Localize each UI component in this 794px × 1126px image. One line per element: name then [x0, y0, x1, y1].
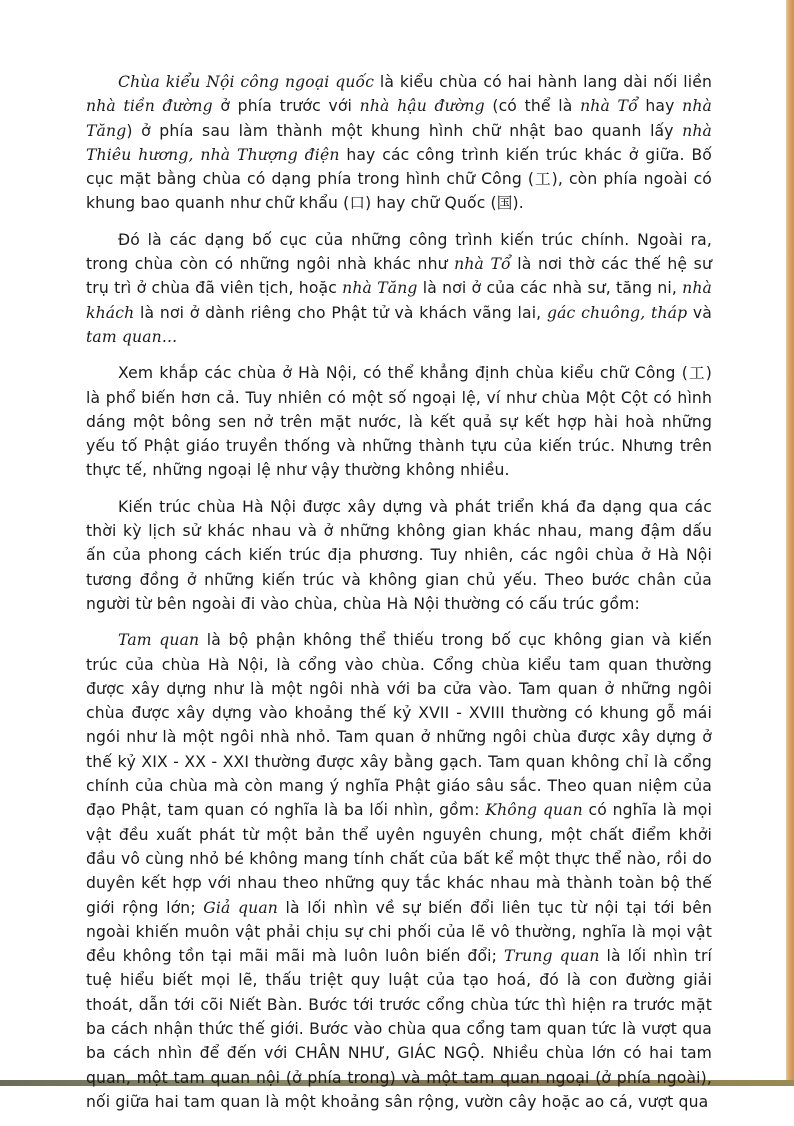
italic-term: nhà Tổ: [580, 97, 638, 116]
italic-term: Chùa kiểu Nội công ngoại quốc: [118, 73, 375, 91]
document-body: [86, 70, 712, 1126]
text-run: Đó là các dạng bố cục của những công trình kiến trúc chính. Ngoài ra, trong chùa còn có những ngôi nhà khác như: [86, 230, 712, 274]
paragraph: [86, 628, 712, 1114]
paragraph: [86, 361, 712, 482]
text-run: là lối nhìn trí tuệ hiểu biết mọi lẽ, thấu triệt quy luật của tạo hoá, đó là con đường giải thoát, dẫn tới cõi Niết Bàn. Bước tới trước cổng chùa tức thì hiện ra trước mặt ba cách nhận thức thế giới. Bước vào chùa qua cổng tam quan tức là vượt qua ba cách nhìn để đến với CHÂN NHƯ, GIÁC NGỘ. Nhiều chùa lớn có hai tam quan, một tam quan nội (ở phía trong) và một tam quan ngoại (ở phía ngoài), nối giữa hai tam quan là một khoảng sân rộng, vườn cây hoặc ao cá, vượt qua: [86, 947, 712, 1111]
italic-term: Không quan: [485, 801, 583, 820]
paragraph: [86, 70, 712, 216]
text-run: (có thể là: [484, 97, 581, 116]
paragraph: [86, 495, 712, 616]
text-run: là bộ phận không thể thiếu trong bố cục không gian và kiến trúc của chùa Hà Nội, là cổng vào chùa. Cổng chùa kiểu tam quan thường được xây dựng như là một ngôi nhà với ba cửa vào. Tam quan ở những ngôi chùa được xây dựng vào khoảng thế kỷ XVII - XVIII thường có khung gỗ mái ngói như là một ngôi nhà nhỏ. Tam quan ở những ngôi chùa được xây dựng ở thế kỷ XIX - XX - XXI thường được xây bằng gạch. Tam quan không chỉ là cổng chính của chùa mà còn mang ý nghĩa Phật giáo sâu sắc. Theo quan niệm của đạo Phật, tam quan có nghĩa là ba lối nhìn, gồm:: [86, 631, 712, 820]
text-run: là nơi ở của các nhà sư, tăng ni,: [417, 279, 683, 298]
italic-term: nhà Tổ: [454, 255, 511, 274]
text-run: là kiểu chùa có hai hành lang dài nối liền: [374, 73, 712, 91]
italic-term: Giả quan: [203, 898, 278, 917]
text-run: Xem khắp các chùa ở Hà Nội, có thể khẳng định chùa kiểu chữ Công (工) là phổ biến hơn cả. Tuy nhiên có một số ngoại lệ, ví như chùa Một Cột có hình dáng một bông sen nở trên mặt nước, là kết quả sự kết hợp hài hoà những yếu tố Phật giáo truyền thống và những thành tựu của kiến trúc. Nhưng trên thực tế, những ngoại lệ như vậy thường không nhiều.: [86, 364, 712, 480]
italic-term: Trung quan: [503, 947, 600, 966]
text-run: là nơi thờ các thế hệ sư trụ trì ở chùa đã viên tịch, hoặc: [86, 255, 712, 298]
text-run: và: [687, 303, 712, 322]
text-run: hay các công trình kiến trúc khác ở giữa. Bố cục mặt bằng chùa có dạng phía trong hình chữ Công (工), còn phía ngoài có khung bao quanh như chữ khẩu (口) hay chữ Quốc (国).: [86, 145, 712, 213]
italic-term: nhà Tăng: [86, 97, 712, 140]
italic-term: nhà Tăng: [342, 279, 418, 298]
italic-term: gác chuông, tháp: [546, 303, 688, 322]
italic-term: tam quan...: [86, 327, 178, 346]
text-run: là nơi ở dành riêng cho Phật tử và khách vãng lai,: [134, 303, 547, 322]
italic-term: nhà khách: [86, 279, 712, 322]
paragraph: [86, 228, 712, 349]
italic-term: nhà Thiêu hương, nhà Thượng điện: [86, 121, 712, 164]
text-run: Kiến trúc chùa Hà Nội được xây dựng và phát triển khá đa dạng qua các thời kỳ lịch sử khác nhau và ở những không gian khác nhau, mang đậm dấu ấn của phong cách kiến trúc địa phương. Tuy nhiên, các ngôi chùa ở Hà Nội tương đồng ở những kiến trúc và không gian chủ yếu. Theo bước chân của người từ bên ngoài đi vào chùa, chùa Hà Nội thường có cấu trúc gồm:: [86, 497, 712, 613]
italic-term: Tam quan: [118, 631, 200, 650]
text-run: ) ở phía sau làm thành một khung hình chữ nhật bao quanh lấy: [126, 121, 683, 140]
page-edge-right: [786, 0, 794, 1086]
text-run: hay: [637, 97, 683, 116]
italic-term: nhà hậu đường: [359, 97, 485, 116]
text-run: ở phía trước với: [212, 97, 360, 116]
text-run: có nghĩa là mọi vật đều xuất phát từ một bản thể uyên nguyên chung, một chất điểm khởi đầu vô cùng nhỏ bé không mang tính chất của bất kể một thực thể nào, rồi do duyên kết hợp với nhau theo những quy tắc khác nhau mà thành toàn bộ thế giới rộng lớn;: [86, 801, 712, 917]
text-run: là lối nhìn về sự biến đổi liên tục từ nội tại tới bên ngoài khiến muôn vật phải chịu sự chi phối của lẽ vô thường, nghĩa là mọi vật đều không tồn tại mãi mãi mà luôn luôn biến đổi;: [86, 898, 712, 966]
italic-term: nhà tiền đường: [86, 97, 213, 116]
